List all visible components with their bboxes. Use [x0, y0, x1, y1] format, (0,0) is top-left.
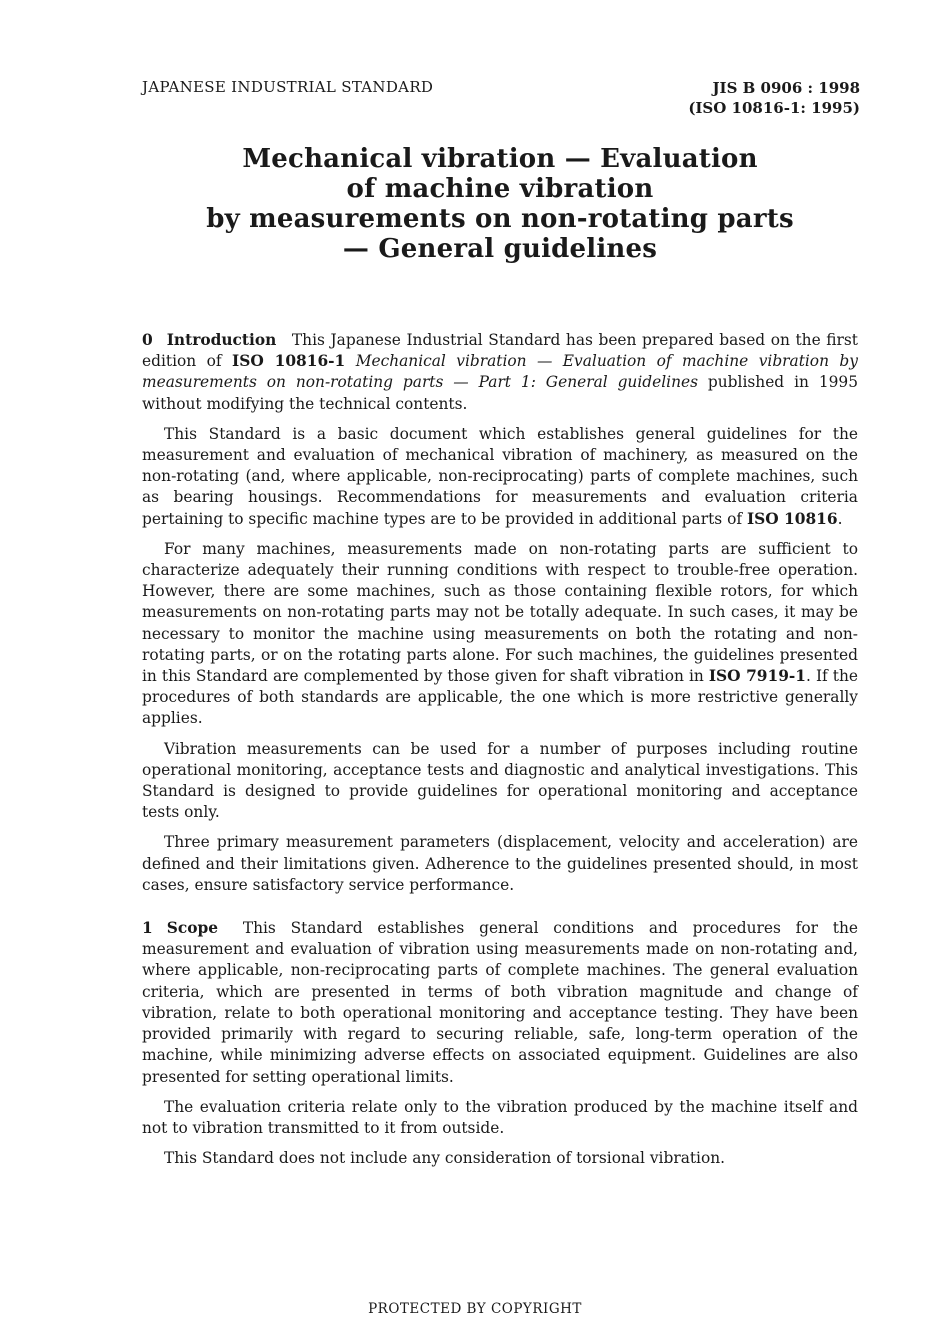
paragraph-text: This Standard establishes general conditions and procedures for the measurement and evaluation of vibration using measurements made on non-rotating and, where applicable, non-reciprocating parts of complete machines. The general evaluation criteria, which are presented in terms of both vibration magnitude and change of vibration, relate to both operational monitoring and acceptance testing. They have been provided primarily with regard to securing reliable, safe, long-term operation of the machine, while minimizing adverse effects on associated equipment. Guidelines are also presented for setting operational limits.	[142, 919, 858, 1086]
paragraph-text: This Japanese Industrial Standard has been prepared based on the first edition of	[142, 331, 858, 371]
standard-code-block	[688, 78, 860, 118]
document-body	[142, 330, 858, 1178]
iso-reference: ISO 10816	[746, 509, 838, 528]
section-number: 1	[142, 919, 153, 938]
scope-paragraph-2: The evaluation criteria relate only to the vibration produced by the machine itself and not to vibration transmitted to it from outside.	[142, 1097, 858, 1137]
section-heading-introduction: Introduction	[166, 331, 277, 349]
section-heading-scope: Scope	[166, 919, 219, 938]
referenced-title: Mechanical vibration — Evaluation of machine vibration by measurements on non-rotating parts — Part 1: General guidelines	[142, 352, 858, 392]
paragraph-text: . If the procedures of both standards are applicable, the one which is more restrictive generally applies.	[142, 667, 858, 728]
document-title	[142, 144, 858, 264]
paragraph-text: published in 1995 without modifying the technical contents.	[142, 373, 858, 413]
intro-paragraph-3	[142, 539, 858, 730]
intro-paragraph-5: Three primary measurement parameters (displacement, velocity and acceleration) are defined and their limitations given. Adherence to the guidelines presented should, in most cases, ensure satisfactory service performance.	[142, 833, 858, 894]
scope-paragraph-3: This Standard does not include any consideration of torsional vibration.	[164, 1149, 726, 1168]
intro-paragraph-1	[142, 330, 858, 415]
jis-code: JIS B 0906 : 1998	[712, 79, 860, 97]
iso-reference: ISO 10816-1	[232, 352, 346, 371]
paragraph-text: This Standard is a basic document which establishes general guidelines for the measurement and evaluation of mechanical vibration of machinery, as measured on the non-rotating (and, where applicable, non-reciprocating) parts of complete machines, such as bearing housings. Recommendations for measurements and evaluation criteria pertaining to specific machine types are to be provided in additional parts of	[142, 424, 858, 528]
standard-org-label: JAPANESE INDUSTRIAL STANDARD	[142, 78, 434, 96]
paragraph-text: For many machines, measurements made on non-rotating parts are sufficient to characterize adequately their running conditions with respect to trouble-free operation. However, there are some machines, such as those containing flexible rotors, for which measurements on non-rotating parts may not be totally adequate. In such cases, it may be necessary to monitor the machine using measurements on both the rotating and non-rotating parts, or on the rotating parts alone. For such machines, the guidelines presented in this Standard are complemented by those given for shaft vibration in	[142, 539, 858, 686]
title-line: of machine vibration	[346, 174, 654, 204]
scope-paragraph-1	[142, 918, 858, 1088]
copyright-footer: PROTECTED BY COPYRIGHT	[368, 1301, 582, 1317]
title-line: — General guidelines	[342, 234, 658, 264]
title-line: by measurements on non-rotating parts	[206, 204, 794, 234]
title-line: Mechanical vibration — Evaluation	[242, 144, 758, 174]
intro-paragraph-2: This Standard is a basic document which establishes general guidelines for the measurement and evaluation of mechanical vibration of machinery, as measured on the non-rotating (and, where applicable, non-reciprocating) parts of complete machines, such as bearing housings. Recommendations for measurements and evaluation criteria pertaining to specific machine types are to be provided in additional parts of ISO 10816.	[142, 424, 858, 528]
iso-reference: ISO 7919-1	[708, 667, 807, 686]
intro-paragraph-4: Vibration measurements can be used for a number of purposes including routine operational monitoring, acceptance tests and diagnostic and analytical investigations. This Standard is designed to provide guidelines for operational monitoring and acceptance tests only.	[142, 739, 858, 822]
iso-code: (ISO 10816-1: 1995)	[688, 99, 860, 117]
section-number: 0	[142, 331, 153, 349]
